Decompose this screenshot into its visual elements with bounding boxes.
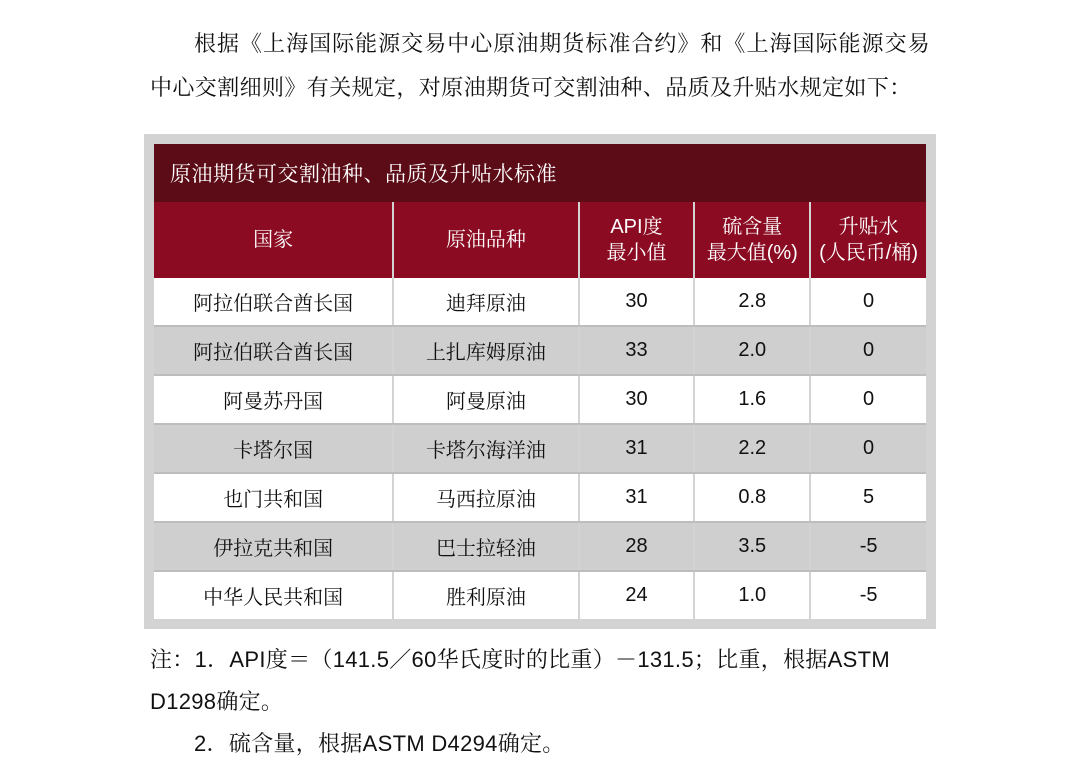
note-api: 注：1．API度＝（141.5／60华氏度时的比重）－131.5；比重，根据ASTM D1298确定。 <box>150 647 890 714</box>
spec-table-container <box>144 134 936 629</box>
table-row <box>154 375 926 424</box>
column-header-sulfur-line2: 最大值(%) <box>706 242 798 264</box>
table-row <box>154 326 926 375</box>
cell-premium: 0 <box>810 326 926 375</box>
column-header-sulfur-line1: 硫含量 <box>722 216 783 238</box>
cell-sulfur-max: 2.8 <box>694 278 810 326</box>
table-title-row <box>154 144 926 202</box>
table-title: 原油期货可交割油种、品质及升贴水标准 <box>154 144 926 202</box>
cell-api-min: 24 <box>579 571 695 619</box>
cell-api-min: 31 <box>579 473 695 522</box>
cell-sulfur-max: 0.8 <box>694 473 810 522</box>
column-header-country <box>154 202 393 278</box>
column-header-crude <box>393 202 578 278</box>
column-header-country-line1: 国家 <box>253 229 294 251</box>
table-row <box>154 522 926 571</box>
cell-api-min: 33 <box>579 326 695 375</box>
cell-country: 中华人民共和国 <box>154 571 393 619</box>
cell-crude: 马西拉原油 <box>393 473 578 522</box>
column-header-api-line2: 最小值 <box>606 242 667 264</box>
spec-table <box>154 144 926 619</box>
cell-crude: 上扎库姆原油 <box>393 326 578 375</box>
cell-country: 阿拉伯联合酋长国 <box>154 278 393 326</box>
table-row <box>154 571 926 619</box>
cell-api-min: 30 <box>579 278 695 326</box>
cell-crude: 迪拜原油 <box>393 278 578 326</box>
cell-sulfur-max: 2.2 <box>694 424 810 473</box>
table-header-row <box>154 202 926 278</box>
cell-crude: 卡塔尔海洋油 <box>393 424 578 473</box>
cell-premium: 5 <box>810 473 926 522</box>
table-row <box>154 473 926 522</box>
cell-sulfur-max: 1.6 <box>694 375 810 424</box>
column-header-premium <box>810 202 926 278</box>
cell-country: 阿拉伯联合酋长国 <box>154 326 393 375</box>
cell-api-min: 30 <box>579 375 695 424</box>
cell-premium: 0 <box>810 424 926 473</box>
column-header-sulfur <box>694 202 810 278</box>
cell-country: 伊拉克共和国 <box>154 522 393 571</box>
cell-premium: -5 <box>810 571 926 619</box>
document-page <box>0 22 1080 756</box>
cell-crude: 阿曼原油 <box>393 375 578 424</box>
cell-premium: 0 <box>810 278 926 326</box>
intro-paragraph: 根据《上海国际能源交易中心原油期货标准合约》和《上海国际能源交易中心交割细则》有关规定，对原油期货可交割油种、品质及升贴水规定如下： <box>150 31 930 100</box>
cell-country: 卡塔尔国 <box>154 424 393 473</box>
table-row <box>154 278 926 326</box>
cell-crude: 巴士拉轻油 <box>393 522 578 571</box>
cell-sulfur-max: 2.0 <box>694 326 810 375</box>
notes-section <box>150 639 930 765</box>
column-header-premium-line2: (人民币/桶) <box>819 242 919 264</box>
column-header-api-line1: API度 <box>610 216 663 238</box>
cell-api-min: 28 <box>579 522 695 571</box>
table-row <box>154 424 926 473</box>
cell-sulfur-max: 3.5 <box>694 522 810 571</box>
column-header-crude-line1: 原油品种 <box>445 229 526 251</box>
cell-sulfur-max: 1.0 <box>694 571 810 619</box>
cell-api-min: 31 <box>579 424 695 473</box>
cell-country: 阿曼苏丹国 <box>154 375 393 424</box>
cell-crude: 胜利原油 <box>393 571 578 619</box>
cell-premium: -5 <box>810 522 926 571</box>
cell-country: 也门共和国 <box>154 473 393 522</box>
cell-premium: 0 <box>810 375 926 424</box>
table-body <box>154 278 926 619</box>
column-header-premium-line1: 升贴水 <box>838 216 899 238</box>
column-header-api <box>579 202 695 278</box>
note-sulfur: 2．硫含量，根据ASTM D4294确定。 <box>194 731 565 756</box>
